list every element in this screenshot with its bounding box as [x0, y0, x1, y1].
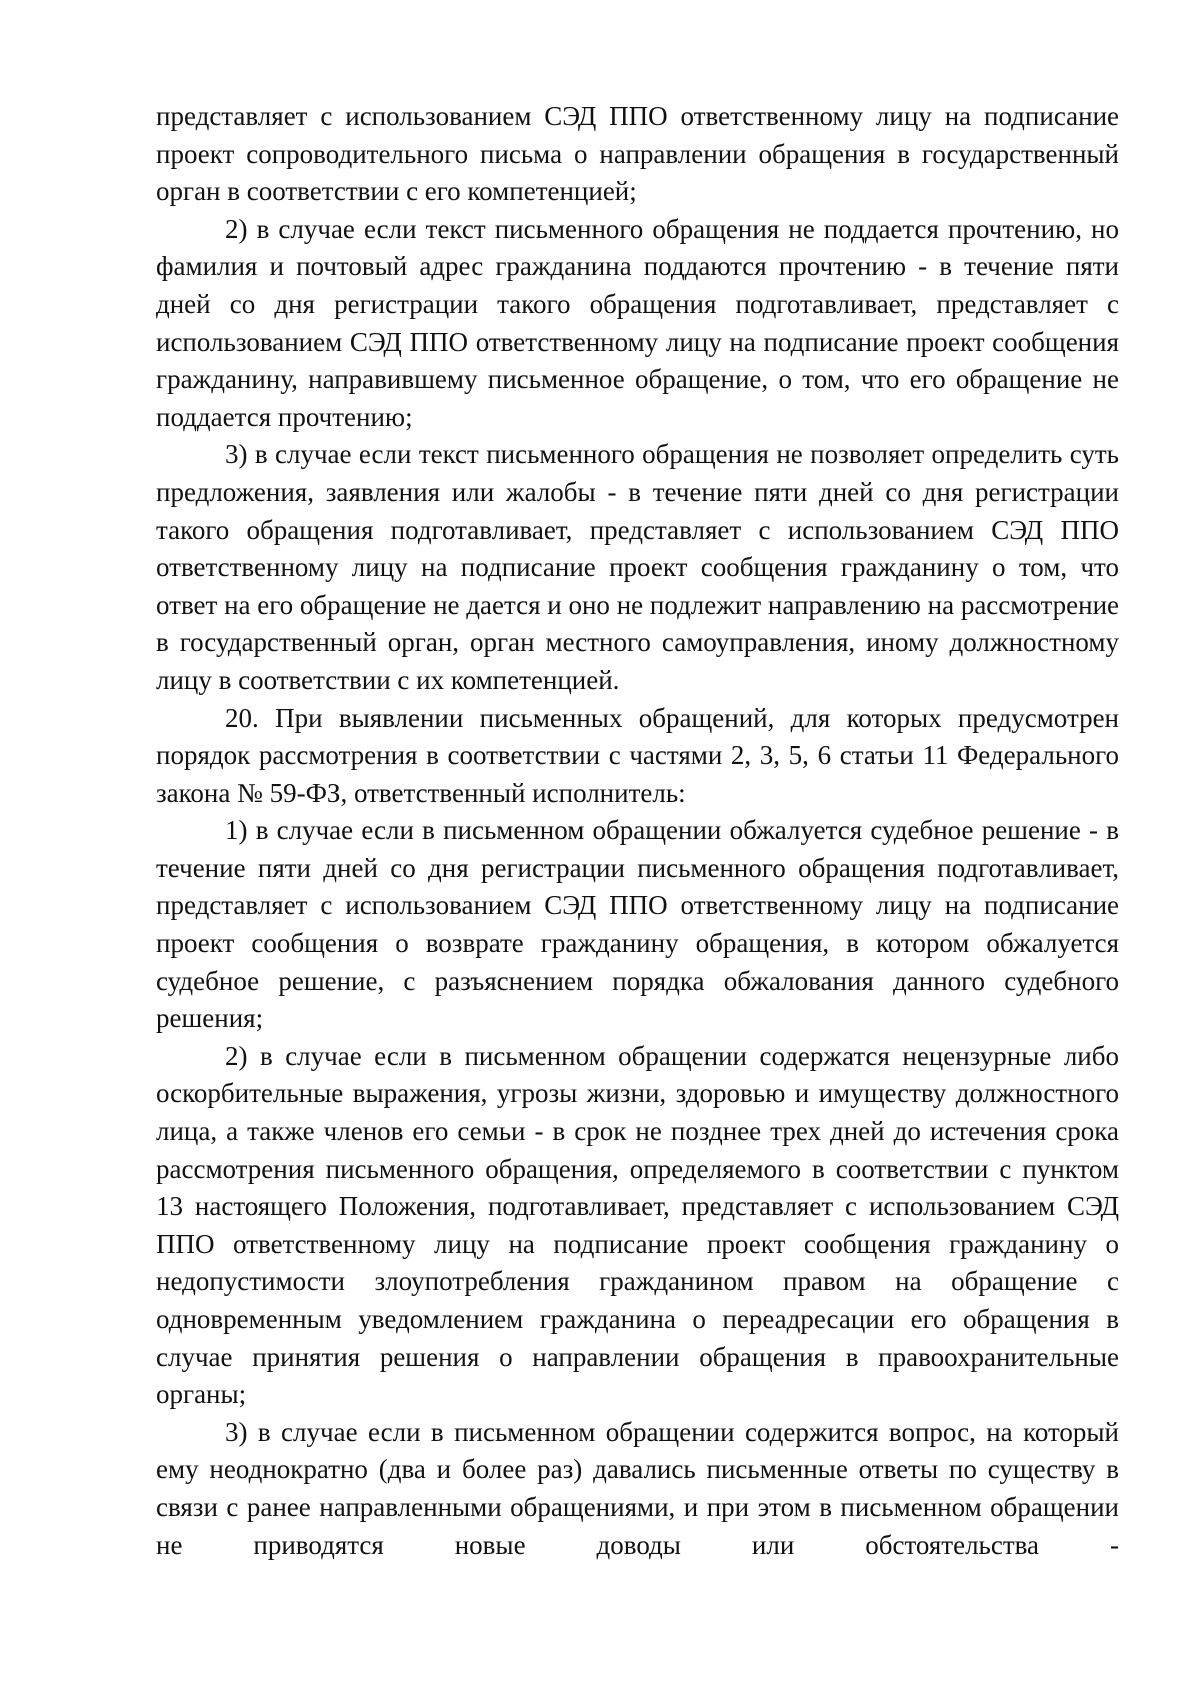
paragraph-1: представляет с использованием СЭД ППО ответственному лицу на подписание проект сопроводительного письма о направлении обращения в государственный орган в соответствии с его компетенцией;: [156, 101, 1119, 207]
paragraph-4: 20. При выявлении письменных обращений, для которых предусмотрен порядок рассмотрения в соответствии с частями 2, 3, 5, 6 статьи 11 Федерального закона № 59-ФЗ, ответственный исполнитель:: [156, 702, 1119, 808]
paragraph-6: 2) в случае если в письменном обращении содержатся нецензурные либо оскорбительные выражения, угрозы жизни, здоровью и имуществу должностного лица, а также членов его семьи - в срок не позднее трех дней до истечения срока рассмотрения письменного обращения, определяемого в соответствии с пунктом 13 настоящего Положения, подготавливает, представляет с использованием СЭД ППО ответственному лицу на подписание проект сообщения гражданину о недопустимости злоупотребления гражданином правом на обращение с одновременным уведомлением гражданина о переадресации его обращения в случае принятия решения о направлении обращения в правоохранительные органы;: [156, 1040, 1119, 1410]
paragraph-7: 3) в случае если в письменном обращении содержится вопрос, на который ему неоднократно (два и более раз) давались письменные ответы по существу в связи с ранее направленными обращениями, и при этом в письменном обращении не приводятся новые доводы или обстоятельства -: [156, 1416, 1119, 1560]
paragraph-3: 3) в случае если текст письменного обращения не позволяет определить суть предложения, заявления или жалобы - в течение пяти дней со дня регистрации такого обращения подготавливает, представляет с использованием СЭД ППО ответственному лицу на подписание проект сообщения гражданину о том, что ответ на его обращение не дается и оно не подлежит направлению на рассмотрение в государственный орган, орган местного самоуправления, иному должностному лицу в соответствии с их компетенцией.: [156, 439, 1119, 695]
paragraph-2: 2) в случае если текст письменного обращения не поддается прочтению, но фамилия и почтовый адрес гражданина поддаются прочтению - в течение пяти дней со дня регистрации такого обращения подготавливает, представляет с использованием СЭД ППО ответственному лицу на подписание проект сообщения гражданину, направившему письменное обращение, о том, что его обращение не поддается прочтению;: [156, 213, 1119, 432]
document-page: [156, 98, 1119, 1564]
paragraph-5: 1) в случае если в письменном обращении обжалуется судебное решение - в течение пяти дней со дня регистрации письменного обращения подготавливает, представляет с использованием СЭД ППО ответственному лицу на подписание проект сообщения о возврате гражданину обращения, в котором обжалуется судебное решение, с разъяснением порядка обжалования данного судебного решения;: [156, 815, 1119, 1034]
